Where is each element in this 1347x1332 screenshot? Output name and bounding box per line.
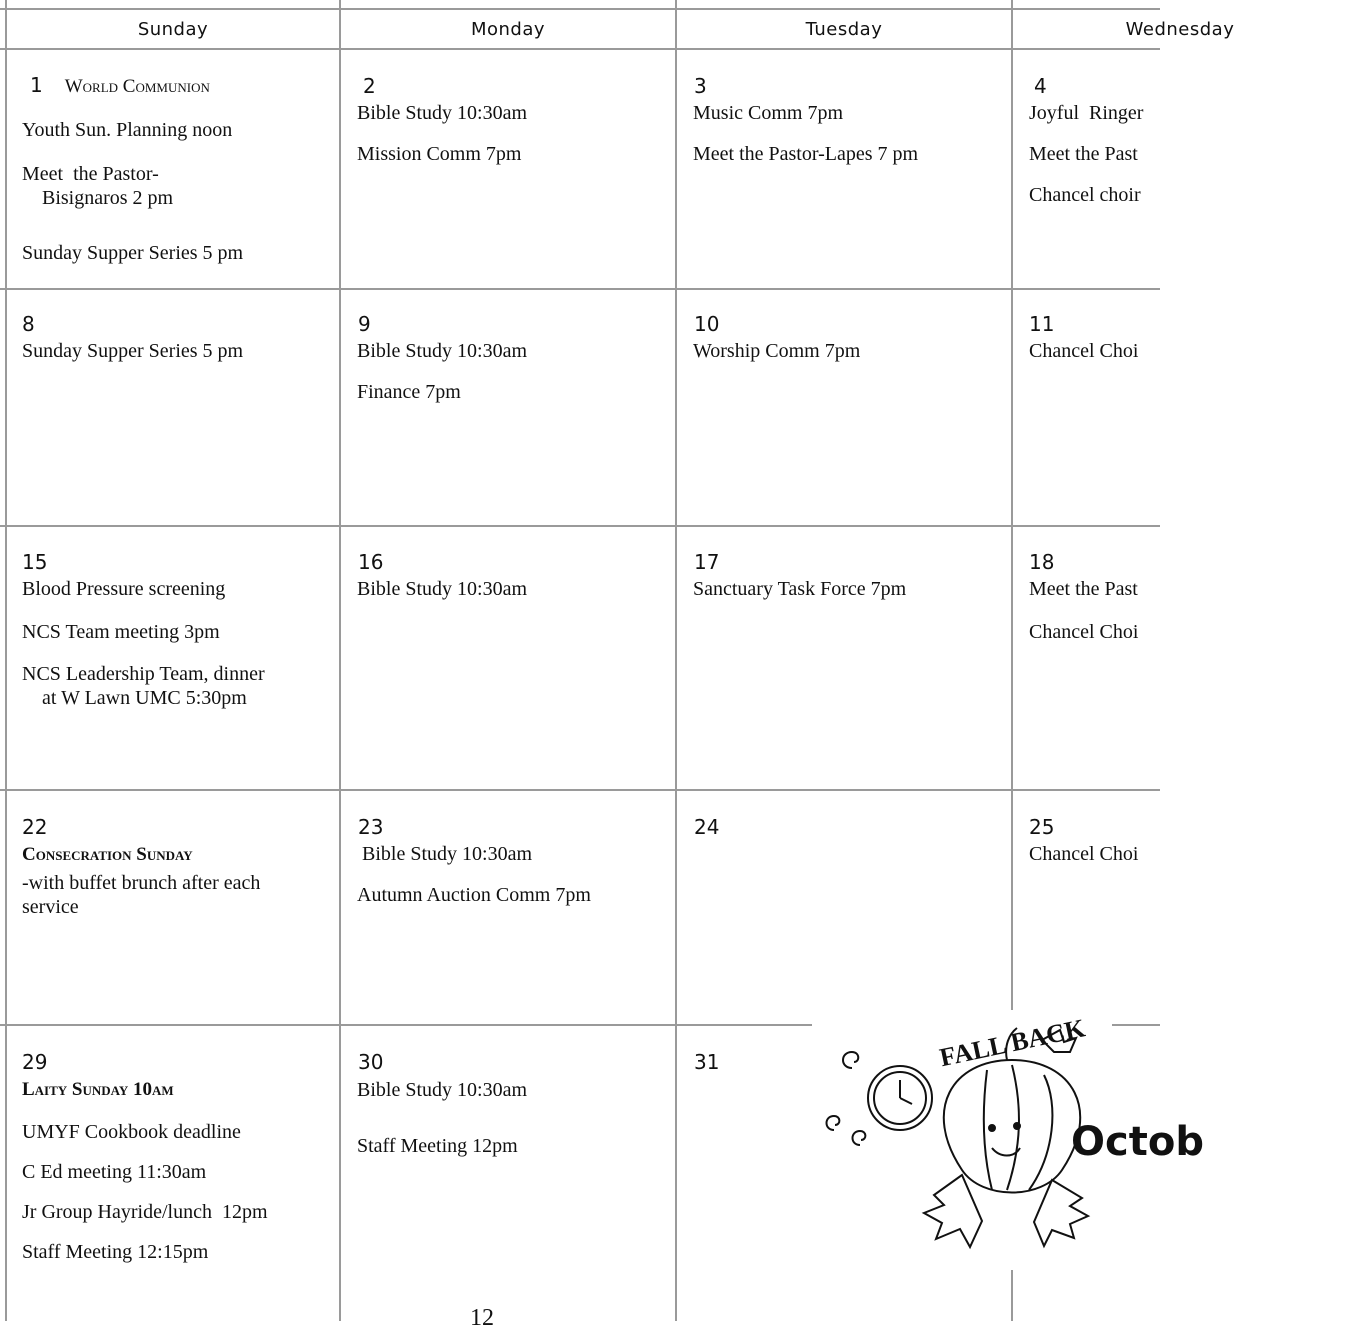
day-number: 22 xyxy=(22,815,48,839)
event-item: Bible Study 10:30am xyxy=(357,1079,527,1101)
header-tuesday: Tuesday xyxy=(805,18,883,40)
event-item: Autumn Auction Comm 7pm xyxy=(357,884,591,906)
event-item: Joyful Ringer xyxy=(1029,102,1144,124)
day-number: 2 xyxy=(363,74,376,98)
event-item: Chancel Choi xyxy=(1029,621,1139,643)
event-item: C Ed meeting 11:30am xyxy=(22,1161,207,1183)
day-number: 30 xyxy=(358,1050,384,1074)
event-item: Bible Study 10:30am xyxy=(357,102,527,124)
header-divider xyxy=(0,48,1160,50)
day-number: 24 xyxy=(694,815,720,839)
event-item: Mission Comm 7pm xyxy=(357,143,522,165)
header-sunday: Sunday xyxy=(137,18,209,40)
event-item: Chancel choir xyxy=(1029,184,1141,206)
header-monday: Monday xyxy=(470,18,546,40)
event-item: Sunday Supper Series 5 pm xyxy=(22,242,244,264)
day-number: 15 xyxy=(22,550,48,574)
event-item: Chancel Choi xyxy=(1029,340,1139,362)
event-item: Music Comm 7pm xyxy=(693,102,844,124)
day-number: 16 xyxy=(358,550,384,574)
event-item: Staff Meeting 12:15pm xyxy=(22,1241,209,1263)
col-line-0 xyxy=(5,0,7,1321)
event-item: Sunday Supper Series 5 pm xyxy=(22,340,244,362)
day-number: 25 xyxy=(1029,815,1055,839)
event-item: NCS Leadership Team, dinner at W Lawn UMC 5:30pm xyxy=(22,663,265,709)
day-title: World Communion xyxy=(64,76,210,97)
event-item: NCS Team meeting 3pm xyxy=(22,621,220,643)
event-item: Meet the Past xyxy=(1029,143,1138,165)
day-number: 18 xyxy=(1029,550,1055,574)
event-item: UMYF Cookbook deadline xyxy=(22,1121,241,1143)
day-number: 4 xyxy=(1034,74,1047,98)
event-item: Bible Study 10:30am xyxy=(357,843,532,865)
event-title: Consecration Sunday xyxy=(22,844,193,865)
day-number: 3 xyxy=(694,74,707,98)
event-item: Meet the Pastor-Lapes 7 pm xyxy=(693,143,919,165)
week-divider-3 xyxy=(0,789,1160,791)
event-item: Sanctuary Task Force 7pm xyxy=(693,578,907,600)
pumpkin-clock-icon xyxy=(812,1010,1112,1270)
day-number: 9 xyxy=(358,312,371,336)
month-label: Octob xyxy=(1071,1119,1204,1165)
week-divider-1 xyxy=(0,288,1160,290)
day-number: 10 xyxy=(694,312,720,336)
col-line-3a xyxy=(1011,0,1013,1012)
event-item: Staff Meeting 12pm xyxy=(357,1135,518,1157)
day-number: 23 xyxy=(358,815,384,839)
col-line-2 xyxy=(675,0,677,1321)
fall-back-clipart xyxy=(812,1010,1112,1270)
event-item: Bible Study 10:30am xyxy=(357,340,527,362)
header-wednesday: Wednesday xyxy=(1125,18,1235,40)
week-divider-2 xyxy=(0,525,1160,527)
event-item: Meet the Past xyxy=(1029,578,1138,600)
event-item: Bible Study 10:30am xyxy=(357,578,527,600)
event-item: -with buffet brunch after each service xyxy=(22,872,261,918)
day-number: 1 xyxy=(30,73,43,97)
day-number: 29 xyxy=(22,1050,48,1074)
event-item: Blood Pressure screening xyxy=(22,578,226,600)
day-cell-1 xyxy=(22,74,338,99)
event-item: Meet the Pastor- Bisignaros 2 pm xyxy=(22,163,174,209)
event-item: Worship Comm 7pm xyxy=(693,340,861,362)
week-divider-4a xyxy=(0,1024,814,1026)
event-title: Laity Sunday 10am xyxy=(22,1079,174,1100)
day-number: 31 xyxy=(694,1050,720,1074)
col-line-3b xyxy=(1011,1270,1013,1321)
clipart-text: FALL BACK xyxy=(937,1013,1088,1073)
page-number: 12 xyxy=(470,1305,494,1331)
col-line-1 xyxy=(339,0,341,1321)
event-item: Youth Sun. Planning noon xyxy=(22,119,233,141)
day-number: 17 xyxy=(694,550,720,574)
event-item: Jr Group Hayride/lunch 12pm xyxy=(22,1201,268,1223)
event-item: Chancel Choi xyxy=(1029,843,1139,865)
day-number: 11 xyxy=(1029,312,1055,336)
event-item: Finance 7pm xyxy=(357,381,461,403)
day-number: 8 xyxy=(22,312,35,336)
